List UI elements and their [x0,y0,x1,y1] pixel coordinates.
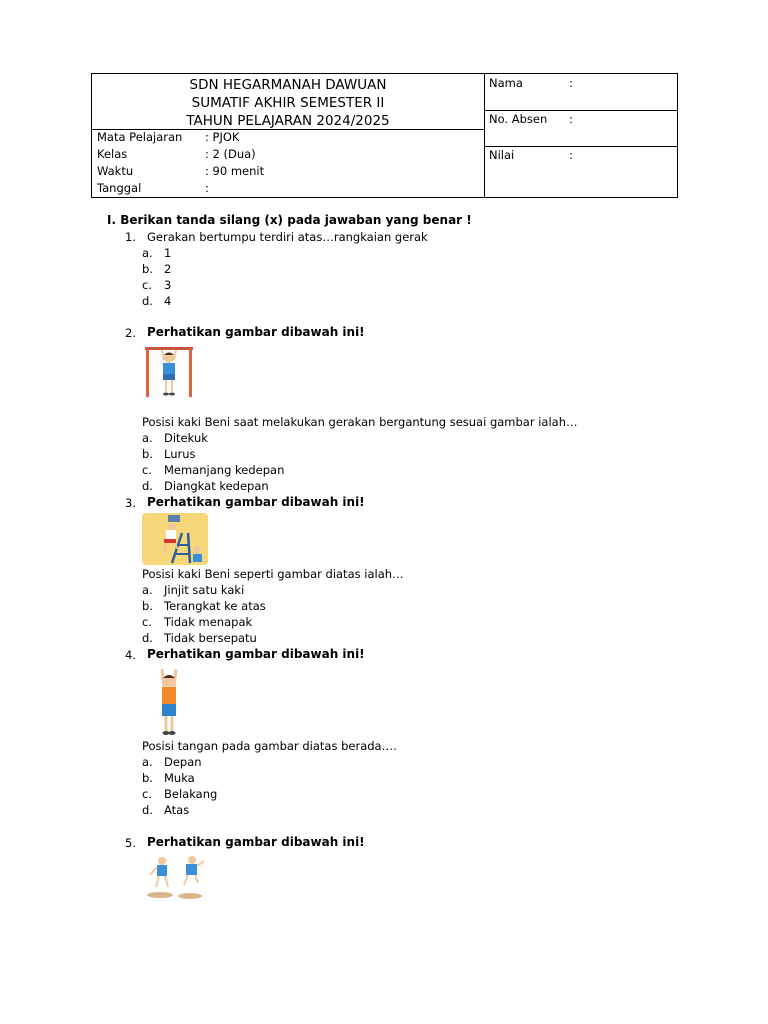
question-number: 4. [125,648,136,662]
score-field[interactable] [484,146,677,197]
option-text: Terangkat ke atas [164,599,266,613]
option-letter: b. [142,771,153,785]
option-letter: c. [142,615,152,629]
info-value: : [205,181,209,195]
option-letter: b. [142,447,153,461]
question-prompt: Posisi kaki Beni saat melakukan gerakan bergantung sesuai gambar ialah… [142,415,578,429]
option-d[interactable] [142,479,269,493]
info-value: : 90 menit [205,164,265,178]
info-row-date [97,180,209,197]
question-heading: Perhatikan gambar dibawah ini! [147,325,365,339]
option-text: Tidak bersepatu [164,631,257,645]
field-label: No. Absen [489,112,548,126]
option-text: 4 [164,294,172,308]
option-d[interactable] [142,294,171,308]
question-heading: Perhatikan gambar dibawah ini! [147,495,365,509]
option-b[interactable] [142,262,171,276]
header-left-panel [92,74,485,197]
option-a[interactable] [142,583,244,597]
option-letter: a. [142,755,153,769]
option-d[interactable] [142,631,257,645]
field-label: Nama [489,76,523,90]
info-value: : 2 (Dua) [205,147,256,161]
option-text: Muka [164,771,195,785]
question-prompt: Posisi tangan pada gambar diatas berada…. [142,739,397,753]
option-letter: a. [142,431,153,445]
exam-title-block [92,74,484,130]
option-text: Atas [164,803,190,817]
question-number: 1. [125,230,136,244]
option-letter: c. [142,787,152,801]
exam-header-table [91,73,678,198]
name-field[interactable] [484,74,677,111]
header-right-panel [484,74,677,197]
option-letter: c. [142,463,152,477]
field-colon: : [569,76,573,90]
option-text: Jinjit satu kaki [164,583,245,597]
academic-year: TAHUN PELAJARAN 2024/2025 [186,113,390,129]
question-number: 2. [125,326,136,340]
option-letter: b. [142,262,153,276]
option-letter: d. [142,631,153,645]
option-c[interactable] [142,278,171,292]
school-name: SDN HEGARMANAH DAWUAN [189,77,387,93]
question-number: 3. [125,496,136,510]
info-label: Mata Pelajaran [97,130,183,144]
option-letter: d. [142,479,153,493]
option-text: 1 [164,246,172,260]
option-a[interactable] [142,431,208,445]
option-letter: d. [142,803,153,817]
section-instruction: I. Berikan tanda silang (x) pada jawaban yang benar ! [107,213,472,227]
option-b[interactable] [142,599,266,613]
option-text: Memanjang kedepan [164,463,285,477]
option-letter: d. [142,294,153,308]
option-text: Depan [164,755,202,769]
absen-field[interactable] [484,110,677,147]
info-label: Tanggal [97,181,142,195]
jumping-illustration [142,853,214,901]
field-colon: : [569,148,573,162]
option-c[interactable] [142,787,217,801]
option-letter: a. [142,246,153,260]
question-number: 5. [125,836,136,850]
info-row-time [97,163,264,180]
question-heading: Perhatikan gambar dibawah ini! [147,835,365,849]
option-text: Lurus [164,447,196,461]
info-row-subject [97,129,239,146]
info-label: Kelas [97,147,128,161]
arms-up-illustration [148,665,190,737]
hanging-bar-illustration [142,344,196,398]
option-text: Ditekuk [164,431,208,445]
info-row-class [97,146,256,163]
ladder-climbing-illustration [142,513,208,565]
option-letter: a. [142,583,153,597]
option-letter: c. [142,278,152,292]
option-c[interactable] [142,615,252,629]
option-letter: b. [142,599,153,613]
question-prompt: Posisi kaki Beni seperti gambar diatas ialah… [142,567,404,581]
option-text: 2 [164,262,172,276]
info-value: : PJOK [205,130,240,144]
option-a[interactable] [142,246,171,260]
option-a[interactable] [142,755,202,769]
question-heading: Perhatikan gambar dibawah ini! [147,647,365,661]
option-b[interactable] [142,771,195,785]
field-colon: : [569,112,573,126]
question-text: Gerakan bertumpu terdiri atas…rangkaian gerak [147,230,428,244]
option-text: Tidak menapak [164,615,253,629]
option-text: Diangkat kedepan [164,479,269,493]
option-c[interactable] [142,463,284,477]
exam-name: SUMATIF AKHIR SEMESTER II [191,95,385,111]
info-label: Waktu [97,164,134,178]
field-label: Nilai [489,148,515,162]
option-d[interactable] [142,803,189,817]
option-text: Belakang [164,787,218,801]
option-text: 3 [164,278,172,292]
option-b[interactable] [142,447,196,461]
